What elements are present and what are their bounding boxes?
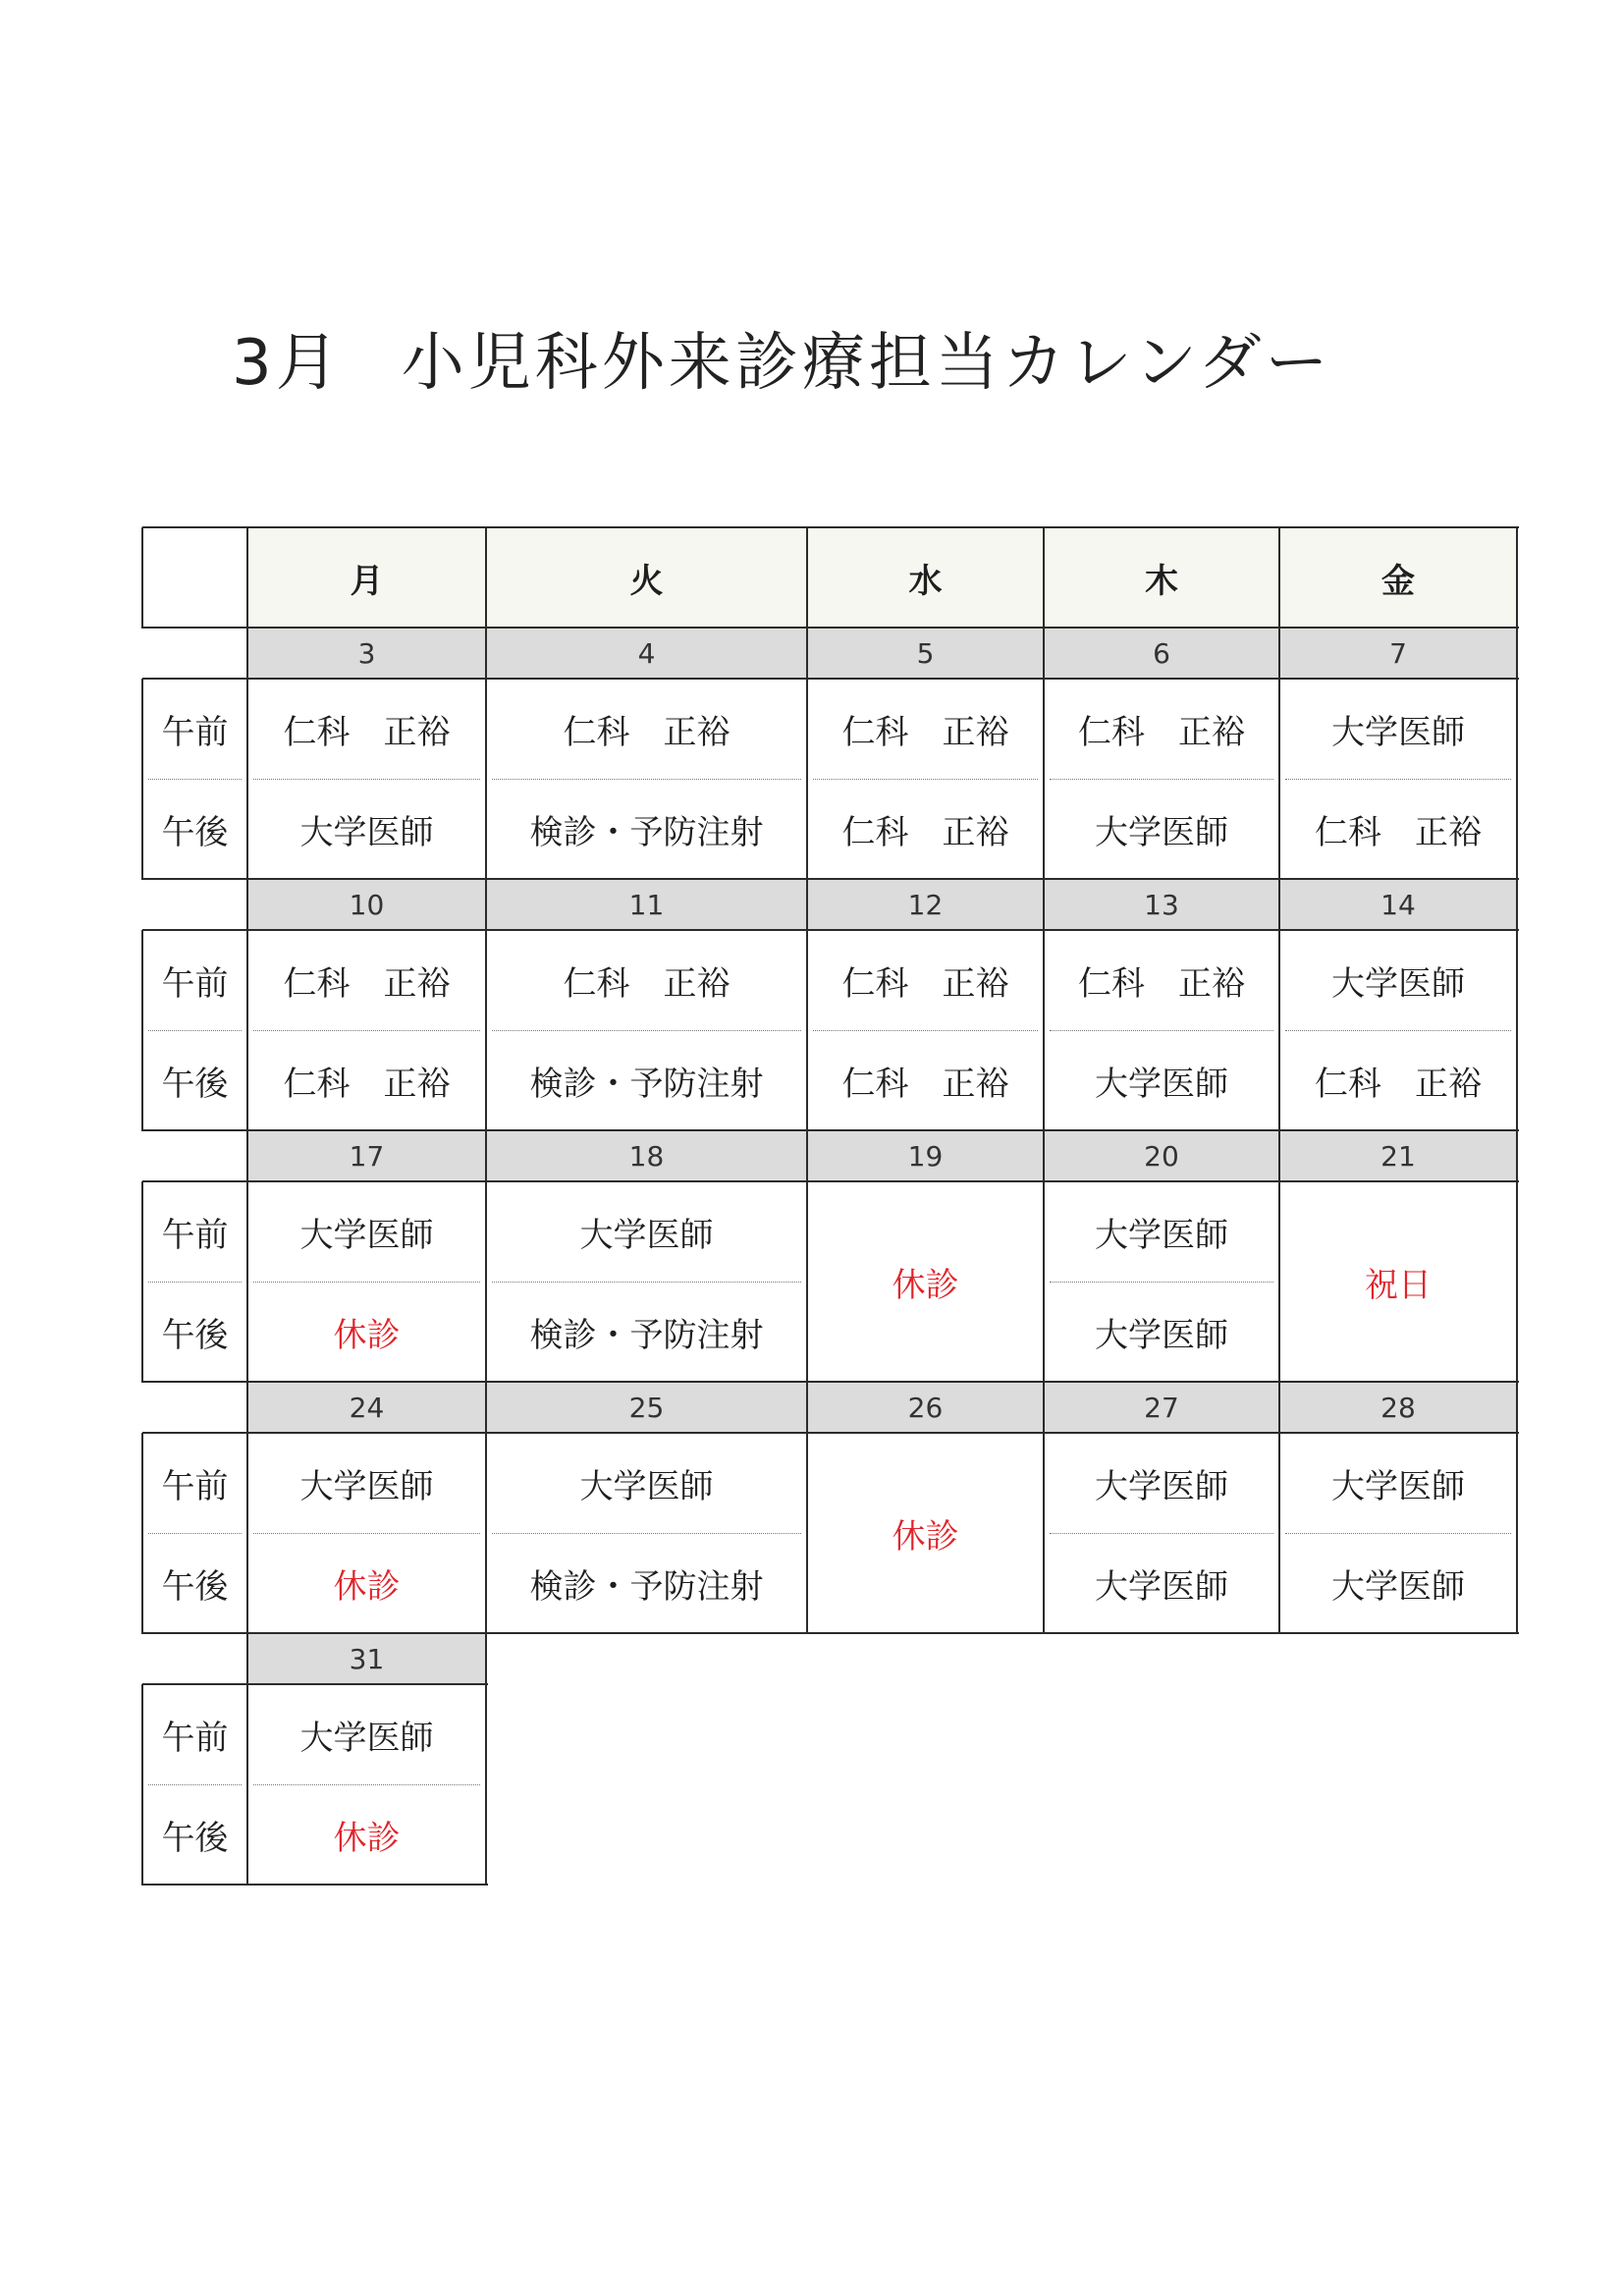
am-cell: 大学医師: [579, 1215, 714, 1255]
period-label-am: 午前: [161, 712, 229, 752]
am-cell: 仁科 正裕: [563, 712, 730, 752]
period-label-pm: 午後: [161, 1566, 229, 1607]
am-cell: 仁科 正裕: [841, 963, 1009, 1004]
am-cell: 大学医師: [579, 1466, 714, 1506]
pm-cell: 大学医師: [1095, 1064, 1228, 1104]
date-cell: 12: [907, 888, 944, 921]
pm-cell: 検診・予防注射: [529, 1315, 764, 1355]
date-cell: 3: [357, 636, 376, 670]
pm-cell: 検診・予防注射: [529, 812, 764, 852]
title-text: 小児科外来診療担当カレンダー: [401, 327, 1332, 400]
period-label-am: 午前: [161, 1718, 229, 1758]
am-cell: 大学医師: [1331, 712, 1465, 752]
pm-cell: 休診: [333, 1315, 401, 1355]
am-cell: 仁科 正裕: [283, 712, 451, 752]
am-cell: 大学医師: [299, 1215, 434, 1255]
pm-cell: 検診・予防注射: [529, 1064, 764, 1104]
pm-cell: 大学医師: [1095, 812, 1228, 852]
date-cell: 26: [907, 1391, 944, 1424]
period-label-am: 午前: [161, 1466, 229, 1506]
pm-cell: 大学医師: [1095, 1566, 1228, 1607]
period-label-pm: 午後: [161, 1064, 229, 1104]
pm-cell: 大学医師: [1331, 1566, 1465, 1607]
date-cell: 31: [349, 1642, 385, 1675]
date-cell: 21: [1380, 1139, 1416, 1173]
date-cell: 20: [1144, 1139, 1179, 1173]
pm-cell: 仁科 正裕: [841, 1064, 1009, 1104]
date-cell: 25: [628, 1391, 665, 1424]
title-month: 3月: [232, 327, 343, 400]
date-cell: 14: [1380, 888, 1416, 921]
date-cell: 27: [1144, 1391, 1179, 1424]
date-cell: 10: [349, 888, 385, 921]
pm-cell: 大学医師: [299, 812, 434, 852]
am-cell: 大学医師: [1095, 1215, 1228, 1255]
page-title: [232, 312, 1332, 403]
am-cell: 仁科 正裕: [563, 963, 730, 1004]
weekday-header: 水: [908, 561, 943, 601]
period-label-am: 午前: [161, 1215, 229, 1255]
pm-cell: 仁科 正裕: [1315, 812, 1482, 852]
period-label-am: 午前: [161, 963, 229, 1004]
am-cell: 仁科 正裕: [1078, 712, 1245, 752]
weekday-header: 木: [1145, 561, 1178, 601]
closed-cell: 祝日: [1365, 1265, 1432, 1305]
date-cell: 17: [349, 1139, 385, 1173]
period-label-pm: 午後: [161, 812, 229, 852]
date-cell: 4: [637, 636, 656, 670]
period-label-pm: 午後: [161, 1315, 229, 1355]
pm-cell: 仁科 正裕: [283, 1064, 451, 1104]
pm-cell: 休診: [333, 1818, 401, 1858]
date-cell: 5: [916, 636, 935, 670]
pm-cell: 仁科 正裕: [841, 812, 1009, 852]
am-cell: 仁科 正裕: [283, 963, 451, 1004]
weekday-header: 月: [350, 561, 384, 601]
date-cell: 19: [907, 1139, 944, 1173]
weekday-header: 火: [629, 561, 664, 601]
am-cell: 大学医師: [1331, 963, 1465, 1004]
am-cell: 大学医師: [1095, 1466, 1228, 1506]
am-cell: 仁科 正裕: [841, 712, 1009, 752]
date-cell: 28: [1380, 1391, 1416, 1424]
date-cell: 13: [1144, 888, 1179, 921]
closed-cell: 休診: [892, 1516, 959, 1557]
am-cell: 仁科 正裕: [1078, 963, 1245, 1004]
date-cell: 18: [628, 1139, 665, 1173]
pm-cell: 休診: [333, 1566, 401, 1607]
closed-cell: 休診: [892, 1265, 959, 1305]
am-cell: 大学医師: [1331, 1466, 1465, 1506]
period-label-pm: 午後: [161, 1818, 229, 1858]
date-cell: 11: [628, 888, 665, 921]
am-cell: 大学医師: [299, 1718, 434, 1758]
pm-cell: 仁科 正裕: [1315, 1064, 1482, 1104]
date-cell: 24: [349, 1391, 385, 1424]
date-cell: 7: [1389, 636, 1407, 670]
date-cell: 6: [1153, 636, 1170, 670]
am-cell: 大学医師: [299, 1466, 434, 1506]
weekday-header: 金: [1381, 561, 1415, 601]
pm-cell: 検診・予防注射: [529, 1566, 764, 1607]
pm-cell: 大学医師: [1095, 1315, 1228, 1355]
